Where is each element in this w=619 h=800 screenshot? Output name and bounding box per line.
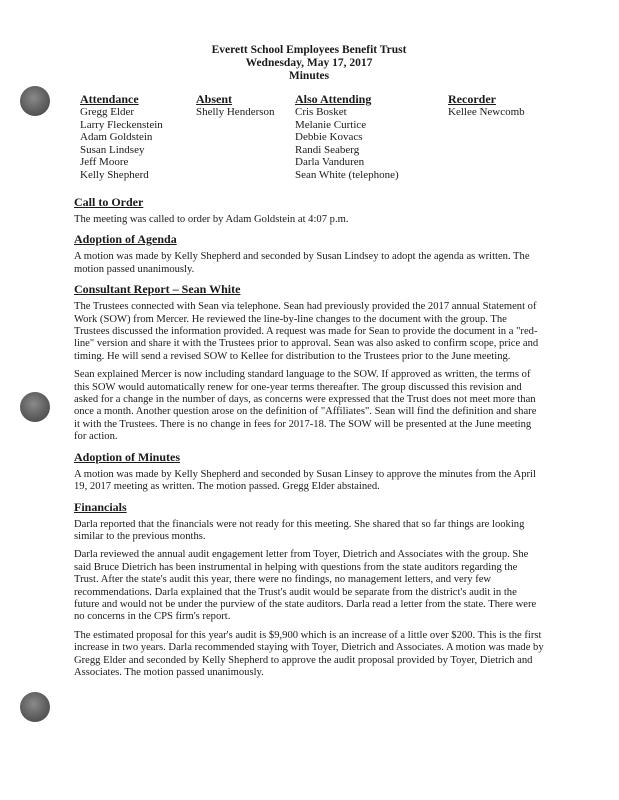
org-title: Everett School Employees Benefit Trust <box>211 44 407 56</box>
attendance-column <box>80 93 163 182</box>
paragraph: The Trustees connected with Sean via telephone. Sean had previously provided the 2017 annual Statement of Work (SOW) from Mercer. He reviewed the line-by-line changes to the document with the group. The Trustees discussed the information provided. A request was made for Sean to provide the document in a "red-line" version and share it with the Trustees prior to approval. Sean was also asked to confirm scope, price and timing. He will send a revised SOW to Kellee for distribution to the Trustees prior to the June meeting. <box>74 301 539 362</box>
absent-heading: Absent <box>196 92 233 106</box>
also-attending-column <box>295 93 399 182</box>
absent-column <box>196 93 275 119</box>
guest: Debbie Kovacs <box>295 131 363 144</box>
section-call-to-order <box>74 195 544 226</box>
recorder-heading: Recorder <box>448 92 496 106</box>
paragraph: A motion was made by Kelly Shepherd and seconded by Susan Linsey to approve the minutes from the April 19, 2017 meeting as written. The motion passed. Gregg Elder abstained. <box>74 468 536 493</box>
guest: Randi Seaberg <box>295 143 360 156</box>
section-adoption-of-agenda <box>74 232 544 276</box>
meeting-date: Wednesday, May 17, 2017 <box>245 57 373 69</box>
binder-hole-top <box>20 86 50 116</box>
also-attending-heading: Also Attending <box>295 92 372 106</box>
recorder-name: Kellee Newcomb <box>448 106 525 118</box>
section-consultant-report <box>74 282 544 443</box>
section-adoption-of-minutes <box>74 450 544 494</box>
section-title: Consultant Report – Sean White <box>74 282 241 297</box>
binder-hole-bottom <box>20 692 50 722</box>
attendee: Kelly Shepherd <box>80 168 149 181</box>
section-title: Adoption of Minutes <box>74 449 181 464</box>
document-type: Minutes <box>288 70 330 82</box>
guest: Melanie Curtice <box>295 118 367 131</box>
paragraph: Darla reviewed the annual audit engagement letter from Toyer, Dietrich and Associates with the group. She said Bruce Dietrich has been instrumental in helping with questions from the state auditors regarding the Trust. After the state's audit this year, there were no findings, no management letters, and very few recommendations. Darla explained that the Trust's audit would be separate from the district's audit in the future and would not be under the purview of the state auditors. Darla read a letter from the state. There were no concerns in the CPS firm's report. <box>74 549 537 623</box>
section-financials <box>74 500 544 680</box>
attendance-table <box>74 93 544 189</box>
binder-hole-middle <box>20 392 50 422</box>
section-title: Adoption of Agenda <box>74 232 177 247</box>
guest: Darla Vanduren <box>295 156 365 169</box>
document-page <box>74 44 544 685</box>
section-title: Financials <box>74 499 127 514</box>
paragraph: Darla reported that the financials were not ready for this meeting. She shared that so far things are looking similar to the previous months. <box>74 518 525 542</box>
attendee: Gregg Elder <box>80 106 135 118</box>
attendance-heading: Attendance <box>80 92 139 106</box>
attendee: Adam Goldstein <box>80 131 153 144</box>
recorder-column <box>448 93 525 119</box>
document-header <box>74 44 544 83</box>
paragraph: The estimated proposal for this year's audit is $9,900 which is an increase of a little over $200. This is the first increase in two years. Darla recommended staying with Toyer, Dietrich and Associates. A motion was made by Gregg Elder and seconded by Kelly Shepherd to approve the audit proposal provided by Toyer, Dietrich and Associates. The motion passed unanimously. <box>74 629 544 678</box>
attendee: Jeff Moore <box>80 156 129 169</box>
absentee: Shelly Henderson <box>196 106 275 118</box>
attendee: Larry Fleckenstein <box>80 118 163 131</box>
paragraph: The meeting was called to order by Adam Goldstein at 4:07 p.m. <box>74 214 349 225</box>
attendee: Susan Lindsey <box>80 143 145 156</box>
section-title: Call to Order <box>74 195 144 209</box>
guest: Cris Bosket <box>295 106 347 118</box>
paragraph: A motion was made by Kelly Shepherd and seconded by Susan Lindsey to adopt the agenda as written. The motion passed unanimously. <box>74 251 530 275</box>
guest: Sean White (telephone) <box>295 168 399 181</box>
paragraph: Sean explained Mercer is now including standard language to the SOW. If approved as written, the terms of this SOW would automatically renew for one-year terms thereafter. The group discussed this revision and asked for a change in the number of days, as concerns were expressed that the Trust does not meet more than once a month. Another question arose on the definition of "Affiliates". Sean will find the definition and share it with the Trustees. There is no change in fees for 2017-18. The SOW will be presented at the June meeting for action. <box>74 369 537 443</box>
